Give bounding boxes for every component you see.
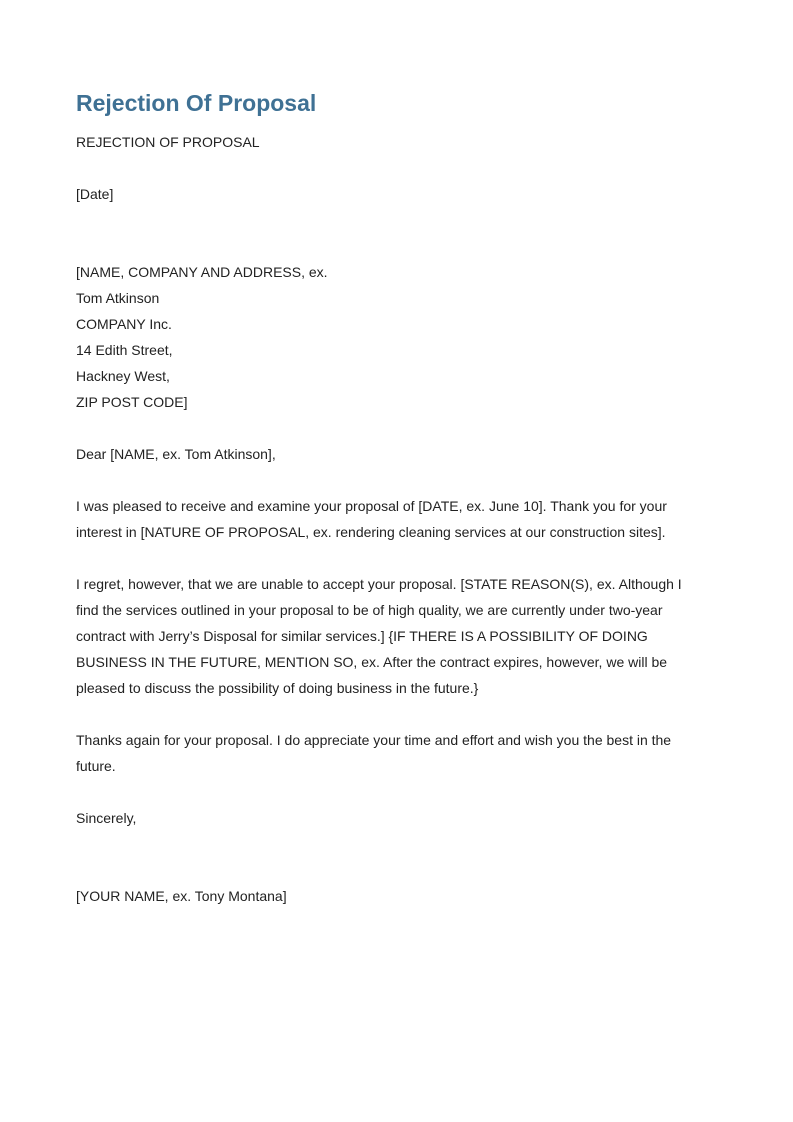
address-line: ZIP POST CODE] bbox=[76, 394, 188, 410]
spacer bbox=[76, 467, 716, 493]
spacer bbox=[76, 779, 716, 805]
paragraph-line: I regret, however, that we are unable to accept your proposal. [STATE REASON(S), ex. Although I bbox=[76, 576, 682, 592]
paragraph-line: pleased to discuss the possibility of doing business in the future.} bbox=[76, 680, 479, 696]
spacer bbox=[76, 701, 716, 727]
letter-date: [Date] bbox=[76, 186, 114, 202]
closing: Sincerely, bbox=[76, 810, 137, 826]
address-line: [NAME, COMPANY AND ADDRESS, ex. bbox=[76, 264, 328, 280]
body-paragraph-2 bbox=[76, 571, 716, 701]
letter-content bbox=[76, 88, 716, 909]
signature: [YOUR NAME, ex. Tony Montana] bbox=[76, 888, 287, 904]
page-title: Rejection Of Proposal bbox=[76, 90, 317, 116]
address-line: Hackney West, bbox=[76, 368, 170, 384]
body-paragraph-1 bbox=[76, 493, 716, 545]
spacer bbox=[76, 831, 716, 883]
paragraph-line: interest in [NATURE OF PROPOSAL, ex. rendering cleaning services at our construction sites]. bbox=[76, 524, 666, 540]
address-line: Tom Atkinson bbox=[76, 290, 160, 306]
paragraph-line: future. bbox=[76, 758, 116, 774]
paragraph-line: contract with Jerry’s Disposal for similar services.] {IF THERE IS A POSSIBILITY OF DOING bbox=[76, 628, 648, 644]
paragraph-line: Thanks again for your proposal. I do appreciate your time and effort and wish you the best in the bbox=[76, 732, 672, 748]
paragraph-line: BUSINESS IN THE FUTURE, MENTION SO, ex. After the contract expires, however, we will be bbox=[76, 654, 668, 670]
paragraph-line: find the services outlined in your proposal to be of high quality, we are currently under two-year bbox=[76, 602, 663, 618]
spacer bbox=[76, 415, 716, 441]
paragraph-line: I was pleased to receive and examine your proposal of [DATE, ex. June 10]. Thank you for your bbox=[76, 498, 667, 514]
body-paragraph-3 bbox=[76, 727, 716, 779]
letter-heading: REJECTION OF PROPOSAL bbox=[76, 134, 260, 150]
spacer bbox=[76, 155, 716, 181]
spacer bbox=[76, 207, 716, 259]
spacer bbox=[76, 545, 716, 571]
address-line: COMPANY Inc. bbox=[76, 316, 172, 332]
salutation: Dear [NAME, ex. Tom Atkinson], bbox=[76, 446, 276, 462]
address-line: 14 Edith Street, bbox=[76, 342, 173, 358]
recipient-address bbox=[76, 259, 716, 415]
